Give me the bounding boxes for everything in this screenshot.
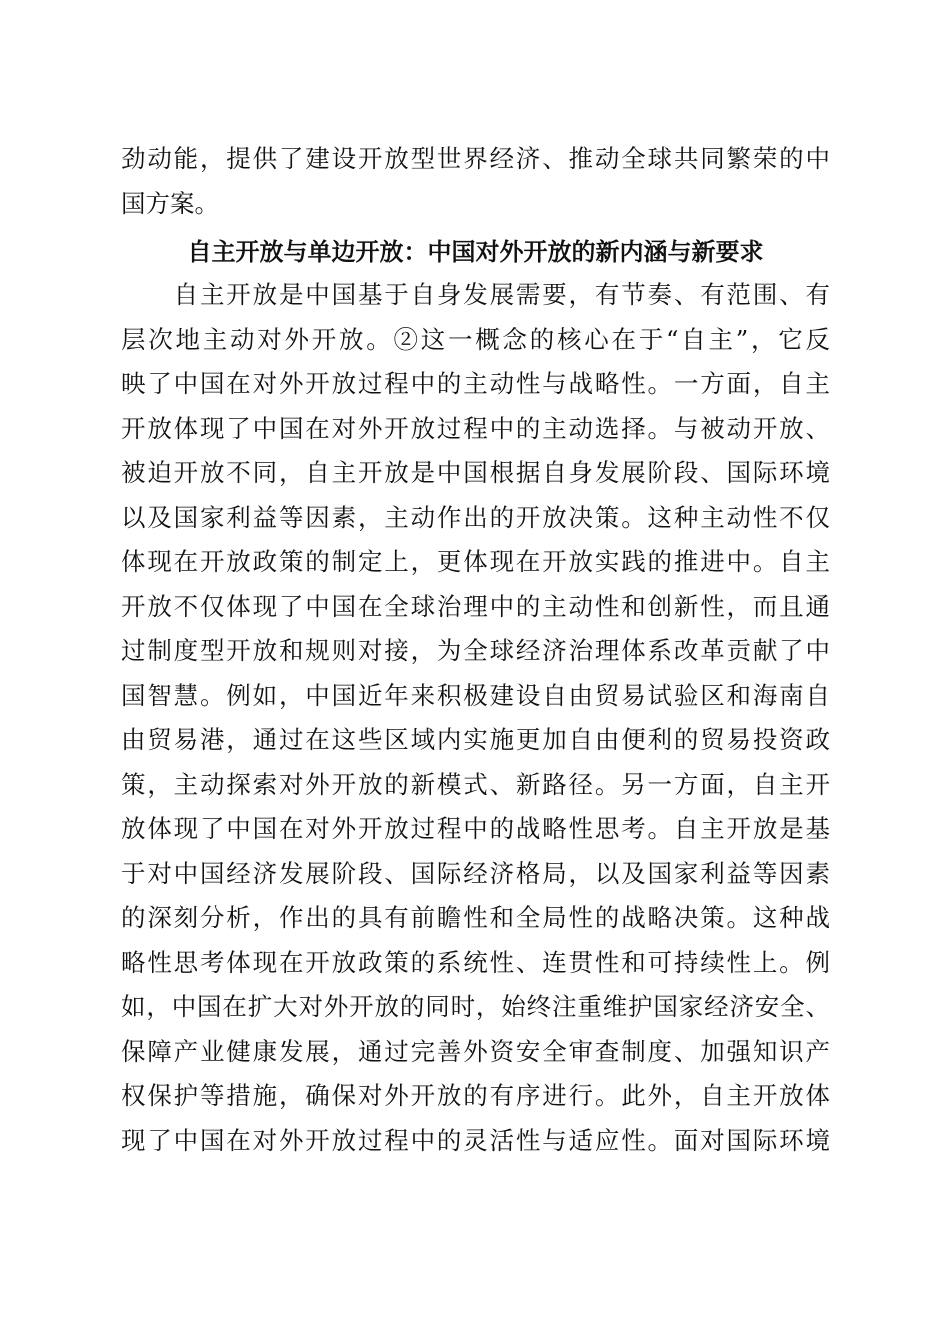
text-line: 体现在开放政策的制定上，更体现在开放实践的推进中。自主 xyxy=(121,547,830,576)
text-line: 被迫开放不同，自主开放是中国根据自身发展阶段、国际环境 xyxy=(121,458,830,487)
text-line: 国智慧。例如，中国近年来积极建设自由贸易试验区和海南自 xyxy=(121,680,830,710)
text-line: 如，中国在扩大对外开放的同时，始终注重维护国家经济安全、 xyxy=(121,992,830,1021)
text-line: 映了中国在对外开放过程中的主动性与战略性。一方面，自主 xyxy=(121,369,830,398)
text-line: 权保护等措施，确保对外开放的有序进行。此外，自主开放体 xyxy=(121,1081,830,1110)
text-line: 略性思考体现在开放政策的系统性、连贯性和可持续性上。例 xyxy=(121,947,830,977)
text-line: 策，主动探索对外开放的新模式、新路径。另一方面，自主开 xyxy=(121,769,830,799)
text-line: 于对中国经济发展阶段、国际经济格局，以及国家利益等因素 xyxy=(121,858,830,888)
text-line: 自主开放是中国基于自身发展需要，有节奏、有范围、有 xyxy=(121,280,830,309)
text-line: 放体现了中国在对外开放过程中的战略性思考。自主开放是基 xyxy=(121,814,830,843)
text-line: 由贸易港，通过在这些区域内实施更加自由便利的贸易投资政 xyxy=(121,725,830,754)
text-line: 保障产业健康发展，通过完善外资安全审查制度、加强知识产 xyxy=(121,1036,830,1066)
text-line: 现了中国在对外开放过程中的灵活性与适应性。面对国际环境 xyxy=(121,1125,830,1155)
text-line: 的深刻分析，作出的具有前瞻性和全局性的战略决策。这种战 xyxy=(121,903,830,932)
text-line: 劲动能，提供了建设开放型世界经济、推动全球共同繁荣的中 xyxy=(121,144,830,173)
section-heading: 自主开放与单边开放：中国对外开放的新内涵与新要求 xyxy=(187,238,764,266)
text-line: 过制度型开放和规则对接，为全球经济治理体系改革贡献了中 xyxy=(121,636,830,665)
body-paragraph xyxy=(121,273,830,1163)
text-line: 以及国家利益等因素，主动作出的开放决策。这种主动性不仅 xyxy=(121,502,830,532)
text-line: 开放不仅体现了中国在全球治理中的主动性和创新性，而且通 xyxy=(121,591,830,621)
continuation-paragraph xyxy=(121,137,830,226)
text-line: 国方案。 xyxy=(121,188,219,218)
text-line: 层次地主动对外开放。②这一概念的核心在于“自主”，它反 xyxy=(121,324,830,354)
text-line: 开放体现了中国在对外开放过程中的主动选择。与被动开放、 xyxy=(121,413,830,443)
